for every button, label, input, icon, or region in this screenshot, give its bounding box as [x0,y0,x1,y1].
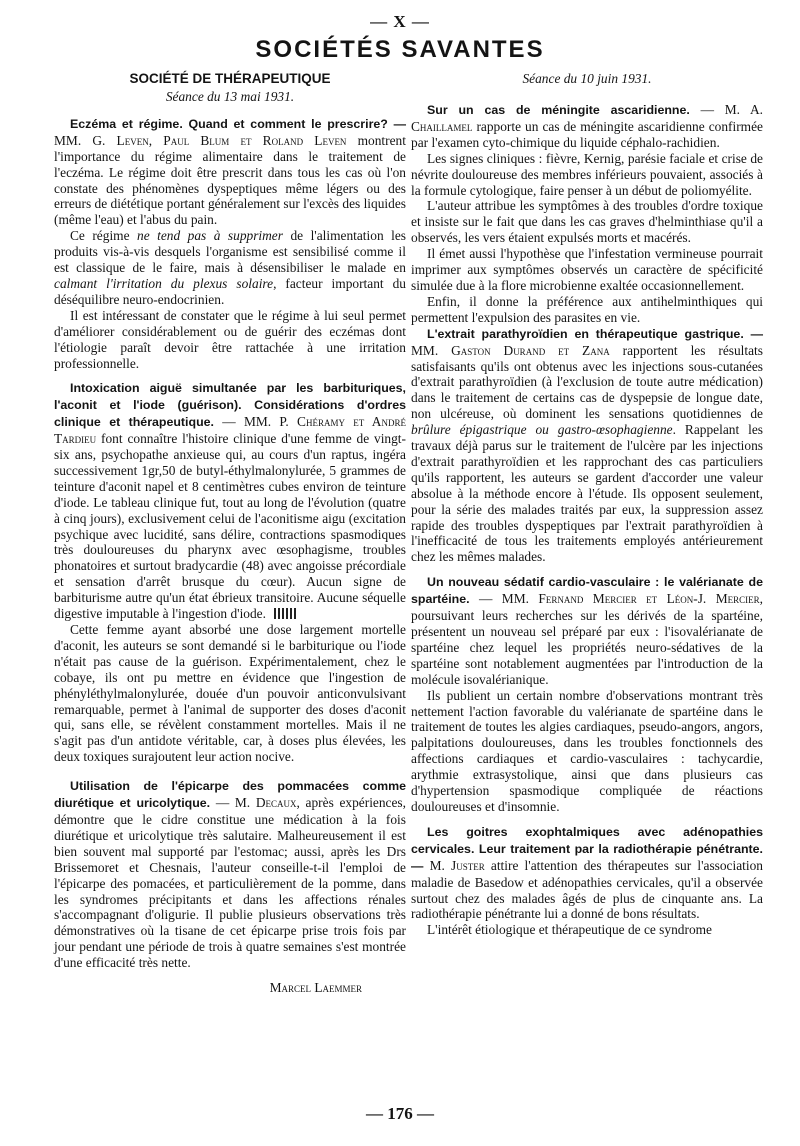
italic-run: calmant l'irritation du plexus solaire [54,275,274,291]
society-title: SOCIÉTÉ DE THÉRAPEUTIQUE [129,71,331,86]
article-paragraph: Ils publient un certain nombre d'observations montrant très nettement l'action favorable du valérianate de spartéine dans le traitement de toutes les algies cardiaques, pseudo-angors, angors, palpitations douloureuses, dans les troubles fonctionnels des affections cardiaques et cardio-vasculaires : tachycardie, arythmie extrasystolique, ainsi que dans plusieurs cas d'hypertension spasmodique compliquée de réactions douloureuses et d'insomnie. [411,687,763,814]
authors-prefix: — M. A. [700,102,764,117]
article-authors: Decaux [255,795,297,811]
article-paragraph [54,228,406,308]
article-text: attire l'attention des thérapeutes sur l'association maladie de Basedow et adénopathies cervicales, qu'il a observée surtout chez des malades âgés de plus de cinquante ans. La radiothérapie pénétrante lui a donné de bons résultats. [411,857,763,922]
article-heading: L'extrait parathyroïdien en thérapeutique gastrique. — [427,326,763,341]
authors-prefix: MM. [54,132,82,148]
article-meningite [411,102,763,326]
article-authors: Chéramy et André Tardieu [54,414,406,447]
article-heading: Intoxication aiguë simultanée par les barbituriques, l'aconit et l'iode (guérison). Considérations d'ordres clinique et thérapeutique. [54,381,406,430]
printer-mark-icon [274,608,296,619]
article-authors: Fernand Mercier et Léon-J. Mercier [538,591,760,607]
article-text: font connaître l'histoire clinique d'une femme de vingt-six ans, psychopathe anxieuse qui, au cours d'un raptus, ingéra successivement 1gr,50 de butyl-éthylmalonylurée, 5 grammes de teinture d'aconit napel et 8 centimètres cubes environ de teinture d'iode. Le tableau clinique fut, tout au long de l'évolution (quatre à cinq jours), exclusivement celui de l'aconitisme aigu (excitation psychique avec lucidité, sans délire, contractions spasmodiques très douloureuses du pharynx avec œsophagisme, troubles phonatoires et surtout bradycardie (48) avec angoisse précordiale et sensation d'arrêt brusque du cœur). Aucun signe de barbiturisme autre qu'un état ébrieux transitoire. Aucune séquelle digestive imputable à l'ingestion d'iode. [54,431,406,622]
article-paragraph [411,326,763,566]
article-paragraph [411,824,763,922]
article-paragraph [54,778,406,971]
article-heading: Un nouveau sédatif cardio-vasculaire : le valérianate de spartéine. [411,575,763,607]
article-paragraph: Il émet aussi l'hypothèse que l'infestation vermineuse pourrait imprimer aux symptômes observés un caractère de spécificité simulée due à la flore microbienne exaltée occasionnellement. [411,246,763,293]
article-epicarpe [54,778,406,971]
article-text: rapportent les résultats satisfaisants qu'ils ont obtenus avec les injections sous-cutanées d'extrait parathyroïdien (à l'exclusion de toute autre médication) dans le traitement de certains cas de dyspepsie de longue date, non ulcéreuse, où dominent les sensations quotidiennes de [411,342,763,422]
article-paragraph: L'intérêt étiologique et thérapeutique de ce syndrome [427,922,712,938]
session-date: Séance du 13 mai 1931. [165,89,295,104]
italic-run: ne tend pas à supprimer [137,228,283,244]
text-run: , facteur important du déséquilibre neuro-endocrinien. [54,275,406,307]
right-column [411,70,763,938]
article-paragraph [411,102,763,151]
article-paragraph: Enfin, il donne la préférence aux antihelminthiques qui permettent l'expulsion des parasites en vie. [411,293,763,325]
authors-prefix: — M. [215,795,251,811]
article-paragraph [411,574,763,687]
article-paragraph: L'auteur attribue les symptômes à des troubles d'ordre toxique et insiste sur le fait que dans les cas graves d'helminthiase qu'il a observés, les vers étaient expulsés morts et macérés. [411,198,763,246]
article-text: , poursuivant leurs recherches sur les dérivés de la spartéine, présentent un nouveau sel préparé par eux : l'isovalérianate de spartéine chez lequel les propriétés neuro-sédatives de la spartéine sont notablement augmentées par l'introduction de la molécule isovalérianique. [411,591,763,687]
article-text: . Rappelant les travaux déjà parus sur le traitement de l'ulcère par les injections d'extrait parathyroïdien et les rapprochant des cas particuliers qu'ils rapportent, les auteurs se gardent d'accorder une valeur absolue à la méthode encore à l'étude. Ils opposent seulement, pour la série des malades traités par eux, la suppression assez rapide des troubles dyspeptiques par l'extrait parathyroïdien à l'inefficacité de tous les traitements employés antérieurement chez les mêmes malades. [411,422,763,565]
section-title: SOCIÉTÉS SAVANTES [255,36,545,63]
article-paragraph [54,116,406,228]
article-paragraph [54,380,406,622]
article-heading: Utilisation de l'épicarpe des pommacées comme diurétique et uricolytique. [54,779,406,811]
article-authors: Juster [451,857,485,873]
session-date: Séance du 10 juin 1931. [522,71,652,86]
authors-prefix: — MM. [478,591,529,607]
authors-prefix: — MM. P. [222,414,289,430]
article-parathyroidien [411,326,763,566]
authors-prefix: M. [429,857,445,873]
article-authors: Gaston Durand et Zana [451,342,610,358]
page-number: — 176 — [366,1104,434,1123]
article-intoxication [54,380,406,765]
article-text: montrent l'importance du régime alimentaire dans le traitement de l'eczéma. Le régime doit être prescrit dans tous les cas où l'on constate des phénomènes dyspeptiques même légers ou des erreurs de diététique portant généralement sur l'excès des liquides (même l'eau) et l'abus du pain. [54,132,406,228]
article-eczema [54,116,406,372]
authors-prefix: MM. [411,342,439,358]
text-run: de l'alimentation les produits vis-à-vis desquels l'organisme est sensibilisé comme il est classique de le faire, mais à désensibiliser le malade en [54,228,406,276]
article-text: , après expériences, démontre que le cidre constitue une médication à la fois diurétique et uricolytique très salutaire. Malheureusement il est bien souvent mal supporté par l'estomac; aussi, après les Drs Brissemoret et Chesnais, l'auteur conseille-t-il l'emploi de l'épicarpe des pomacées, et particulièrement de la pomme, dans les syndromes précipitants et dans les affections rénales s'accompagnant d'oligurie. Il publie plusieurs observations très démonstratives où la tisane de cet épicarpe prise trois fois par jour pendant une période de trois à quatre semaines s'est montrée d'une efficacité très nette. [54,795,406,971]
article-paragraph: Les signes cliniques : fièvre, Kernig, parésie faciale et crise de névrite douloureuse des membres inférieurs pouvaient, associés à la formule cytologique, faire penser à un début de poliomyélite. [411,150,763,198]
left-column [54,70,406,996]
article-heading: Sur un cas de méningite ascaridienne. [427,103,690,117]
article-paragraph: Il est intéressant de constater que le régime à lui seul permet d'améliorer considérablement ou de guérir des eczémas dont l'étiologie paraît devoir être rattachée à une irritation professionnelle. [54,307,406,371]
article-text: rapporte un cas de méningite ascaridienne confirmée par l'examen cyto-chimique du liquide céphalo-rachidien. [411,118,763,150]
article-heading: Eczéma et régime. Quand et comment le prescrire? — [70,116,406,131]
roman-page-number: — X — [370,12,430,31]
article-authors: Chaillamel [411,118,473,134]
article-heading: Les goitres exophtalmiques avec adénopathies cervicales. Leur traitement par la radiothérapie pénétrante. — [411,824,763,873]
article-authors: G. Leven, Paul Blum et Roland Leven [92,132,347,148]
article-paragraph: Cette femme ayant absorbé une dose largement mortelle d'aconit, les auteurs se sont demandé si le barbiturique ou l'iode n'était pas cause de la guérison. Expérimentalement, chez le cobaye, ils ont pu mettre en évidence que l'ingestion de phényléthylmalonylurée, douée d'un pouvoir anticonvulsivant remarquable, permet à l'animal de supporter des doses d'aconit qui, sans elle, se révèlent constamment mortelles. Mais il ne s'agit pas d'un antidote véritable, car, à doses plus élevées, les deux toxiques surajoutent leur action nocive. [54,622,406,765]
article-goitres [411,824,763,938]
italic-run: brûlure épigastrique ou gastro-œsophagienne [411,422,673,438]
text-run: Ce régime [70,228,130,244]
article-sparteine [411,574,763,815]
signature: Marcel Laemmer [269,980,362,996]
